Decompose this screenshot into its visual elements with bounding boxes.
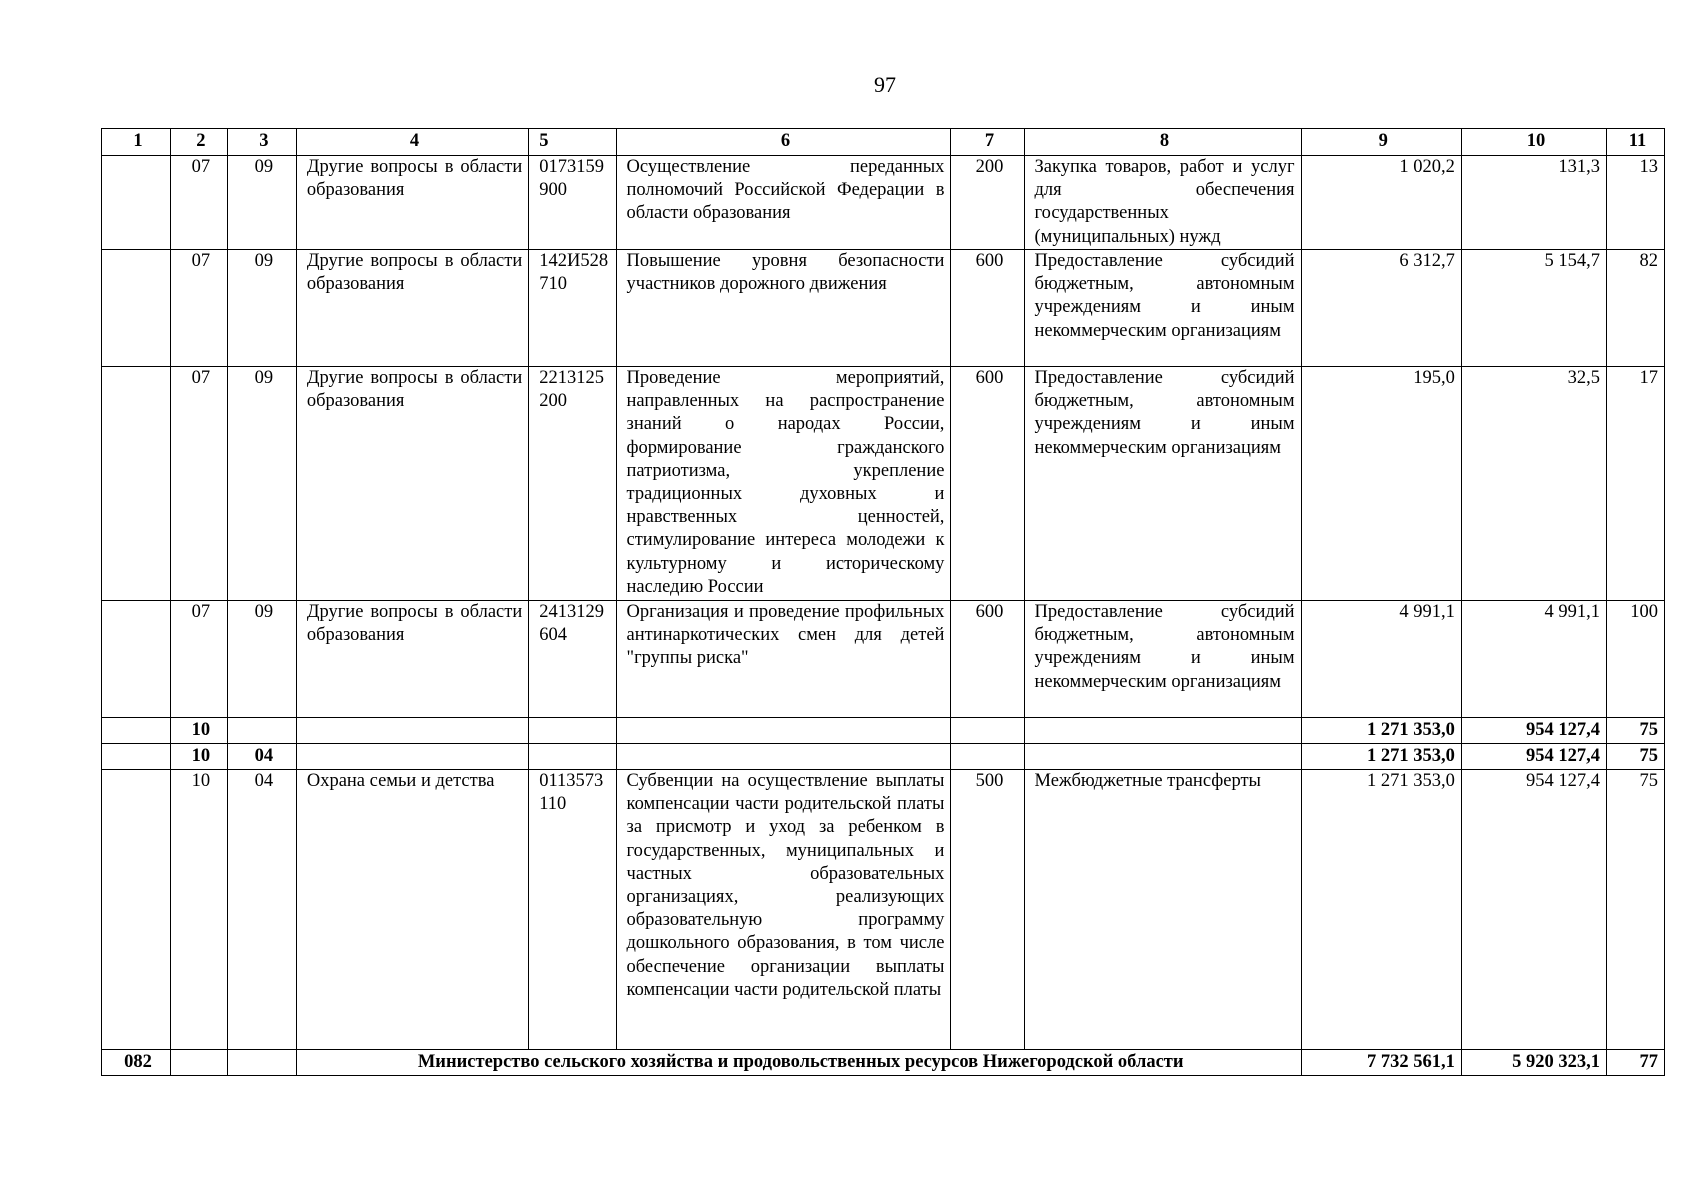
cell-empty	[951, 718, 1024, 744]
cell-subsection: 09	[227, 156, 296, 250]
cell-percent: 13	[1607, 156, 1665, 250]
cell-target-name: Проведение мероприятий, направленных на распространение знаний о народах России, формирование гражданского патриотизма, укрепление традиционных духовных и нравственных ценностей, стимулирование интереса молодежи к культурному и историческому наследию России	[616, 367, 951, 601]
cell-section-name: Другие вопросы в области образования	[296, 367, 528, 601]
cell-ministry-code: 082	[102, 1050, 171, 1076]
cell-expense-name: Предоставление субсидий бюджетным, автономным учреждениям и иным некоммерческим организациям	[1024, 601, 1301, 718]
cell-expense-code: 500	[951, 770, 1024, 1050]
cell-section: 10	[171, 770, 228, 1050]
table-row	[102, 367, 1665, 601]
cell-actual: 32,5	[1461, 367, 1606, 601]
header-col-10: 10	[1461, 129, 1606, 156]
cell-empty	[529, 718, 616, 744]
table-row	[102, 250, 1665, 367]
table-row	[102, 156, 1665, 250]
cell-section: 07	[171, 250, 228, 367]
header-col-9: 9	[1301, 129, 1461, 156]
cell-plan: 4 991,1	[1301, 601, 1461, 718]
cell-plan: 1 271 353,0	[1301, 744, 1461, 770]
cell-empty	[616, 744, 951, 770]
page-number: 97	[874, 72, 896, 97]
cell-percent: 82	[1607, 250, 1665, 367]
cell-percent: 77	[1607, 1050, 1665, 1076]
cell-expense-name: Предоставление субсидий бюджетным, автономным учреждениям и иным некоммерческим организациям	[1024, 367, 1301, 601]
header-col-6: 6	[616, 129, 951, 156]
cell-target-name: Осуществление переданных полномочий Российской Федерации в области образования	[616, 156, 951, 250]
cell-empty	[227, 1050, 296, 1076]
cell-plan: 1 020,2	[1301, 156, 1461, 250]
cell-target-code: 2413129604	[529, 601, 616, 718]
header-col-5: 5	[529, 129, 616, 156]
cell-empty	[296, 744, 528, 770]
cell-target-code: 2213125200	[529, 367, 616, 601]
cell-expense-code: 200	[951, 156, 1024, 250]
cell-target-name: Субвенции на осуществление выплаты компенсации части родительской платы за присмотр и уход за ребенком в государственных, муниципальных и частных образовательных организациях, реализующих образовательную программу дошкольного образования, в том числе обеспечение организации выплаты компенсации части родительской платы	[616, 770, 951, 1050]
cell-actual: 4 991,1	[1461, 601, 1606, 718]
subtotal-row	[102, 718, 1665, 744]
header-col-11: 11	[1607, 129, 1665, 156]
cell-percent: 75	[1607, 718, 1665, 744]
cell-col-1	[102, 718, 171, 744]
cell-section: 10	[171, 718, 228, 744]
header-col-8: 8	[1024, 129, 1301, 156]
cell-plan: 6 312,7	[1301, 250, 1461, 367]
cell-subsection: 09	[227, 367, 296, 601]
cell-col-1	[102, 250, 171, 367]
cell-target-code: 0173159900	[529, 156, 616, 250]
cell-section-name: Охрана семьи и детства	[296, 770, 528, 1050]
cell-target-code: 142И528710	[529, 250, 616, 367]
cell-expense-name: Закупка товаров, работ и услуг для обеспечения государственных (муниципальных) нужд	[1024, 156, 1301, 250]
cell-percent: 100	[1607, 601, 1665, 718]
cell-plan: 195,0	[1301, 367, 1461, 601]
cell-expense-code: 600	[951, 601, 1024, 718]
cell-col-1	[102, 744, 171, 770]
header-col-1: 1	[102, 129, 171, 156]
cell-col-1	[102, 601, 171, 718]
cell-empty	[1024, 744, 1301, 770]
cell-empty	[171, 1050, 228, 1076]
cell-plan: 7 732 561,1	[1301, 1050, 1461, 1076]
cell-target-name: Повышение уровня безопасности участников дорожного движения	[616, 250, 951, 367]
table-header-row	[102, 129, 1665, 156]
cell-target-code: 0113573110	[529, 770, 616, 1050]
cell-actual: 5 154,7	[1461, 250, 1606, 367]
cell-plan: 1 271 353,0	[1301, 770, 1461, 1050]
header-col-7: 7	[951, 129, 1024, 156]
subtotal-row	[102, 744, 1665, 770]
cell-actual: 954 127,4	[1461, 718, 1606, 744]
cell-section: 10	[171, 744, 228, 770]
cell-col-1	[102, 367, 171, 601]
cell-percent: 17	[1607, 367, 1665, 601]
cell-actual: 131,3	[1461, 156, 1606, 250]
cell-expense-code: 600	[951, 367, 1024, 601]
cell-subsection: 04	[227, 770, 296, 1050]
cell-percent: 75	[1607, 770, 1665, 1050]
cell-empty	[616, 718, 951, 744]
cell-empty	[296, 718, 528, 744]
ministry-total-row	[102, 1050, 1665, 1076]
cell-percent: 75	[1607, 744, 1665, 770]
cell-actual: 954 127,4	[1461, 770, 1606, 1050]
cell-section: 07	[171, 156, 228, 250]
cell-section-name: Другие вопросы в области образования	[296, 250, 528, 367]
cell-actual: 954 127,4	[1461, 744, 1606, 770]
cell-expense-code: 600	[951, 250, 1024, 367]
cell-expense-name: Межбюджетные трансферты	[1024, 770, 1301, 1050]
header-col-2: 2	[171, 129, 228, 156]
cell-expense-name: Предоставление субсидий бюджетным, автономным учреждениям и иным некоммерческим организациям	[1024, 250, 1301, 367]
cell-section: 07	[171, 601, 228, 718]
cell-subsection	[227, 718, 296, 744]
budget-table	[101, 128, 1665, 1076]
cell-target-name: Организация и проведение профильных антинаркотических смен для детей "группы риска"	[616, 601, 951, 718]
cell-actual: 5 920 323,1	[1461, 1050, 1606, 1076]
table-row	[102, 601, 1665, 718]
cell-empty	[1024, 718, 1301, 744]
cell-empty	[529, 744, 616, 770]
cell-empty	[951, 744, 1024, 770]
table-row	[102, 770, 1665, 1050]
cell-section: 07	[171, 367, 228, 601]
cell-col-1	[102, 156, 171, 250]
header-col-4: 4	[296, 129, 528, 156]
cell-subsection: 09	[227, 250, 296, 367]
ministry-title: Министерство сельского хозяйства и продовольственных ресурсов Нижегородской области	[296, 1050, 1301, 1076]
cell-plan: 1 271 353,0	[1301, 718, 1461, 744]
cell-subsection: 04	[227, 744, 296, 770]
cell-section-name: Другие вопросы в области образования	[296, 601, 528, 718]
header-col-3: 3	[227, 129, 296, 156]
cell-section-name: Другие вопросы в области образования	[296, 156, 528, 250]
cell-subsection: 09	[227, 601, 296, 718]
cell-col-1	[102, 770, 171, 1050]
